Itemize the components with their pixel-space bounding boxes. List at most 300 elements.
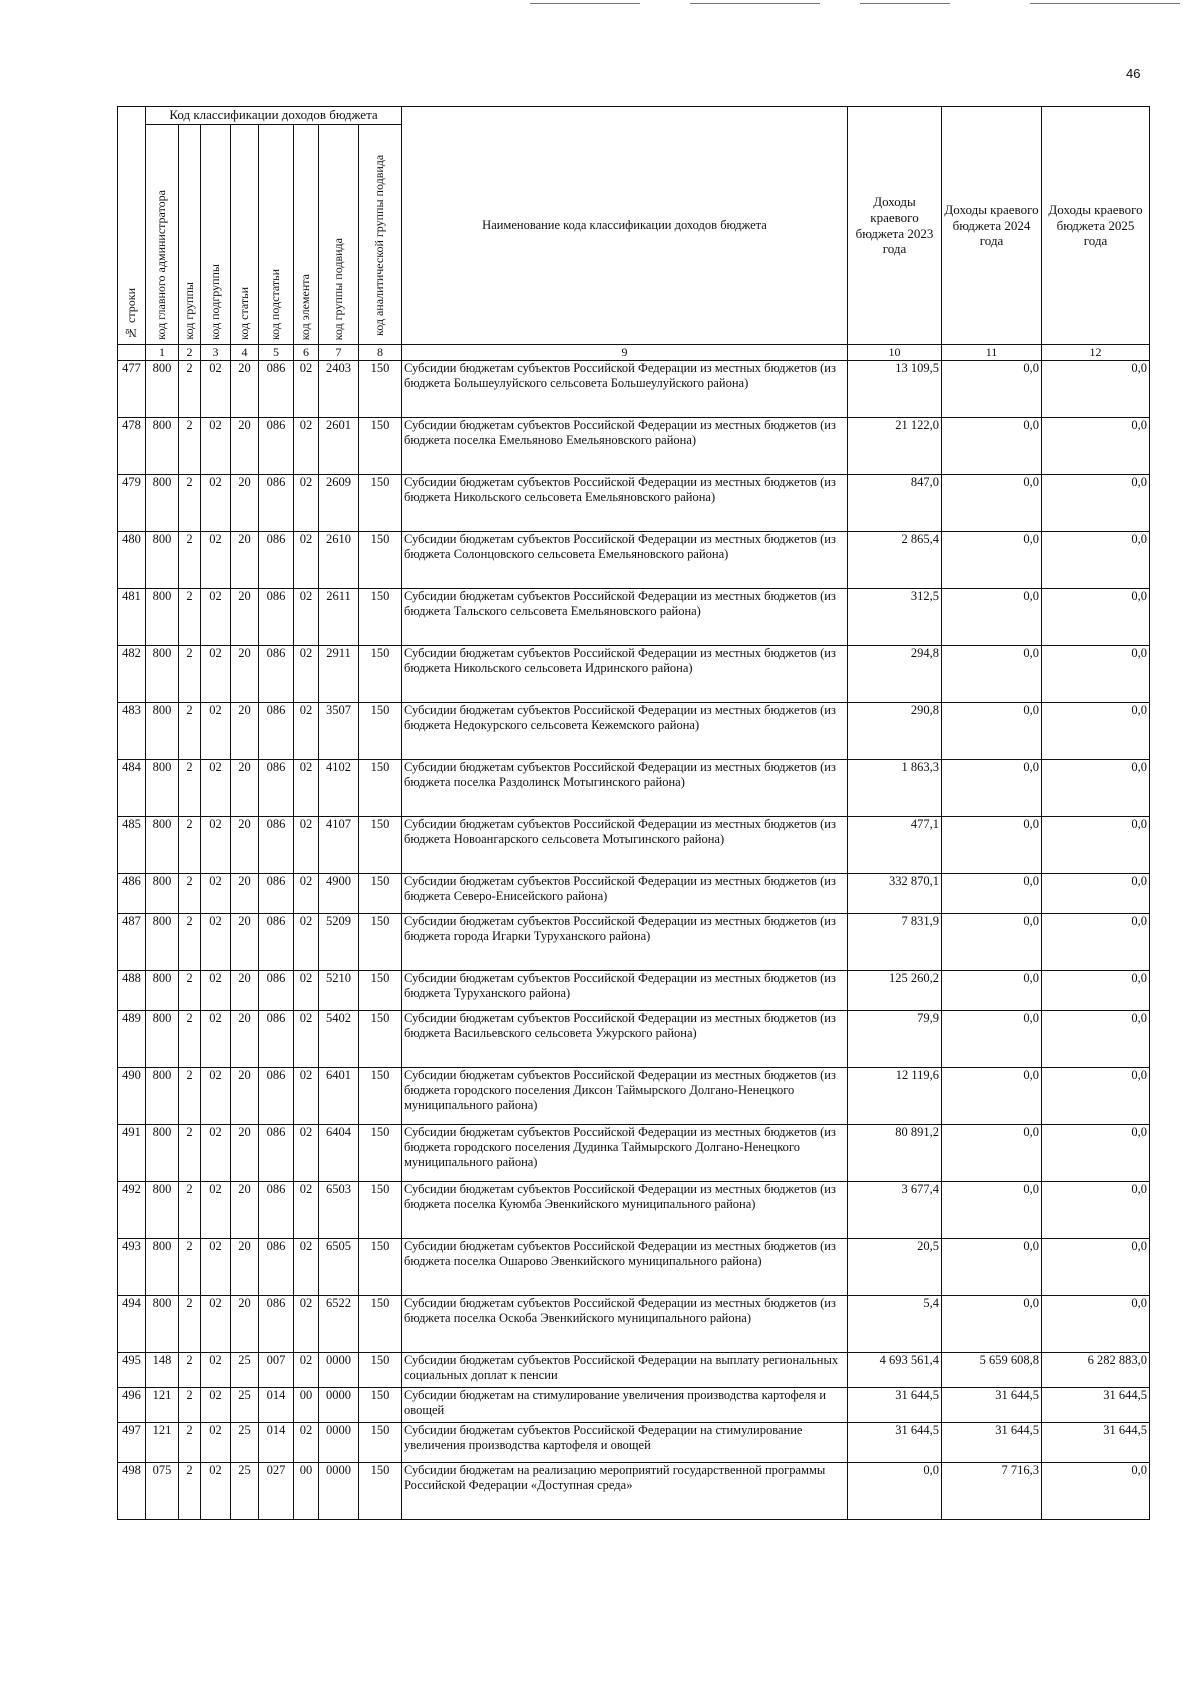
subarticle-code: 086 [259,759,294,816]
article-code: 20 [231,531,259,588]
header-name: Наименование кода классификации доходов бюджета [402,107,848,345]
article-code: 20 [231,588,259,645]
subgroup-code: 02 [201,913,231,970]
header-income-2024: Доходы краевого бюджета 2024 года [942,107,1042,345]
income-2024: 0,0 [942,1124,1042,1181]
header-row-number: № строки [118,107,146,345]
row-name: Субсидии бюджетам субъектов Российской Федерации из местных бюджетов (из бюджета Никольского сельсовета Емельяновского района) [402,474,848,531]
income-2023: 0,0 [848,1462,942,1519]
article-code: 20 [231,1067,259,1124]
article-code: 20 [231,417,259,474]
subarticle-code: 086 [259,970,294,1010]
row-number: 480 [118,531,146,588]
income-2025: 0,0 [1042,1462,1150,1519]
admin-code: 800 [146,1295,179,1352]
income-2025: 31 644,5 [1042,1387,1150,1422]
article-code: 25 [231,1352,259,1387]
column-number: 8 [359,345,402,361]
header-income-2025: Доходы краевого бюджета 2025 года [1042,107,1150,345]
article-code: 20 [231,645,259,702]
admin-code: 121 [146,1422,179,1462]
row-name: Субсидии бюджетам на реализацию мероприятий государственной программы Российской Федерации «Доступная среда» [402,1462,848,1519]
admin-code: 800 [146,702,179,759]
subarticle-code: 086 [259,588,294,645]
income-2024: 0,0 [942,531,1042,588]
column-number: 4 [231,345,259,361]
subtype-group-code: 3507 [319,702,359,759]
scan-artifact-line [690,3,820,4]
table-row [118,1181,1150,1238]
row-name: Субсидии бюджетам субъектов Российской Федерации из местных бюджетов (из бюджета Недокурского сельсовета Кежемского района) [402,702,848,759]
admin-code: 800 [146,531,179,588]
table-row [118,360,1150,417]
group-code: 2 [179,360,201,417]
subtype-group-code: 0000 [319,1462,359,1519]
analytic-code: 150 [359,645,402,702]
article-code: 20 [231,474,259,531]
income-2024: 31 644,5 [942,1422,1042,1462]
income-2023: 332 870,1 [848,873,942,913]
subgroup-code: 02 [201,1238,231,1295]
admin-code: 800 [146,645,179,702]
element-code: 02 [294,1422,319,1462]
income-2025: 0,0 [1042,1010,1150,1067]
element-code: 02 [294,360,319,417]
subgroup-code: 02 [201,531,231,588]
row-number: 495 [118,1352,146,1387]
subtype-group-code: 0000 [319,1352,359,1387]
income-2023: 21 122,0 [848,417,942,474]
admin-code: 148 [146,1352,179,1387]
income-2024: 0,0 [942,1295,1042,1352]
income-2024: 0,0 [942,702,1042,759]
element-code: 02 [294,1010,319,1067]
scan-artifact-line [860,3,950,4]
subgroup-code: 02 [201,816,231,873]
subarticle-code: 014 [259,1422,294,1462]
element-code: 00 [294,1462,319,1519]
subarticle-code: 086 [259,873,294,913]
income-2025: 0,0 [1042,474,1150,531]
scan-artifact-line [530,3,640,4]
article-code: 20 [231,1295,259,1352]
analytic-code: 150 [359,1010,402,1067]
subarticle-code: 007 [259,1352,294,1387]
income-2023: 20,5 [848,1238,942,1295]
element-code: 02 [294,913,319,970]
group-code: 2 [179,873,201,913]
subgroup-code: 02 [201,360,231,417]
subtype-group-code: 4102 [319,759,359,816]
income-2023: 1 863,3 [848,759,942,816]
row-name: Субсидии бюджетам субъектов Российской Федерации из местных бюджетов (из бюджета Тальского сельсовета Емельяновского района) [402,588,848,645]
row-number: 487 [118,913,146,970]
income-2025: 0,0 [1042,913,1150,970]
table-row [118,645,1150,702]
row-name: Субсидии бюджетам субъектов Российской Федерации из местных бюджетов (из бюджета поселка Оскоба Эвенкийского муниципального района) [402,1295,848,1352]
income-2023: 13 109,5 [848,360,942,417]
element-code: 02 [294,1124,319,1181]
admin-code: 800 [146,1010,179,1067]
analytic-code: 150 [359,1462,402,1519]
table-row [118,474,1150,531]
subgroup-code: 02 [201,1352,231,1387]
subgroup-code: 02 [201,1010,231,1067]
analytic-code: 150 [359,970,402,1010]
subtype-group-code: 6404 [319,1124,359,1181]
column-number: 3 [201,345,231,361]
group-code: 2 [179,1462,201,1519]
table-row [118,1238,1150,1295]
income-2024: 7 716,3 [942,1462,1042,1519]
income-2025: 0,0 [1042,970,1150,1010]
article-code: 20 [231,873,259,913]
subgroup-code: 02 [201,759,231,816]
table-row [118,1010,1150,1067]
row-name: Субсидии бюджетам субъектов Российской Федерации на выплату региональных социальных доплат к пенсии [402,1352,848,1387]
table-row [118,1462,1150,1519]
admin-code: 800 [146,1124,179,1181]
subgroup-code: 02 [201,588,231,645]
income-2024: 0,0 [942,816,1042,873]
group-code: 2 [179,1067,201,1124]
subgroup-code: 02 [201,1462,231,1519]
header-subarticle-code: код подстатьи [259,125,294,345]
income-2023: 2 865,4 [848,531,942,588]
row-name: Субсидии бюджетам субъектов Российской Федерации из местных бюджетов (из бюджета поселка Куюмба Эвенкийского муниципального района) [402,1181,848,1238]
row-number: 498 [118,1462,146,1519]
subarticle-code: 086 [259,1124,294,1181]
analytic-code: 150 [359,759,402,816]
subgroup-code: 02 [201,970,231,1010]
article-code: 25 [231,1422,259,1462]
subtype-group-code: 2611 [319,588,359,645]
income-2025: 0,0 [1042,531,1150,588]
income-2024: 0,0 [942,1238,1042,1295]
income-2024: 0,0 [942,360,1042,417]
row-number: 486 [118,873,146,913]
subgroup-code: 02 [201,873,231,913]
column-number: 6 [294,345,319,361]
article-code: 20 [231,759,259,816]
header-income-2023: Доходы краевого бюджета 2023 года [848,107,942,345]
analytic-code: 150 [359,702,402,759]
row-number: 496 [118,1387,146,1422]
admin-code: 800 [146,970,179,1010]
subtype-group-code: 2610 [319,531,359,588]
admin-code: 800 [146,759,179,816]
article-code: 20 [231,360,259,417]
article-code: 20 [231,913,259,970]
income-2023: 3 677,4 [848,1181,942,1238]
element-code: 02 [294,1238,319,1295]
group-code: 2 [179,913,201,970]
admin-code: 800 [146,1238,179,1295]
admin-code: 800 [146,588,179,645]
group-code: 2 [179,588,201,645]
income-2023: 80 891,2 [848,1124,942,1181]
row-number: 485 [118,816,146,873]
income-2023: 290,8 [848,702,942,759]
subgroup-code: 02 [201,702,231,759]
column-number: 1 [146,345,179,361]
table-row [118,531,1150,588]
group-code: 2 [179,417,201,474]
article-code: 20 [231,1124,259,1181]
scan-artifact-line [1030,3,1180,4]
admin-code: 121 [146,1387,179,1422]
header-analytic-group-code: код аналитической группы подвида [359,125,402,345]
row-number: 493 [118,1238,146,1295]
header-article-code: код статьи [231,125,259,345]
analytic-code: 150 [359,417,402,474]
subgroup-code: 02 [201,417,231,474]
admin-code: 800 [146,417,179,474]
income-2024: 0,0 [942,588,1042,645]
column-number: 2 [179,345,201,361]
row-name: Субсидии бюджетам субъектов Российской Федерации из местных бюджетов (из бюджета Большеулуйского сельсовета Большеулуйского района) [402,360,848,417]
subarticle-code: 086 [259,1295,294,1352]
subarticle-code: 086 [259,913,294,970]
income-2023: 12 119,6 [848,1067,942,1124]
subgroup-code: 02 [201,1181,231,1238]
subtype-group-code: 2601 [319,417,359,474]
table-row [118,417,1150,474]
column-number: 12 [1042,345,1150,361]
element-code: 02 [294,1181,319,1238]
subarticle-code: 086 [259,816,294,873]
table-row [118,1067,1150,1124]
element-code: 02 [294,531,319,588]
analytic-code: 150 [359,588,402,645]
row-name: Субсидии бюджетам субъектов Российской Федерации из местных бюджетов (из бюджета поселка Раздолинск Мотыгинского района) [402,759,848,816]
subarticle-code: 086 [259,474,294,531]
income-2023: 312,5 [848,588,942,645]
row-number: 483 [118,702,146,759]
analytic-code: 150 [359,1387,402,1422]
group-code: 2 [179,645,201,702]
row-number: 491 [118,1124,146,1181]
group-code: 2 [179,1387,201,1422]
analytic-code: 150 [359,474,402,531]
row-number: 494 [118,1295,146,1352]
subarticle-code: 086 [259,1181,294,1238]
row-name: Субсидии бюджетам субъектов Российской Федерации из местных бюджетов (из бюджета Солонцовского сельсовета Емельяновского района) [402,531,848,588]
admin-code: 800 [146,360,179,417]
group-code: 2 [179,531,201,588]
row-number: 492 [118,1181,146,1238]
analytic-code: 150 [359,1124,402,1181]
income-2025: 0,0 [1042,1238,1150,1295]
table-row [118,1352,1150,1387]
group-code: 2 [179,1422,201,1462]
subtype-group-code: 2403 [319,360,359,417]
row-name: Субсидии бюджетам субъектов Российской Федерации из местных бюджетов (из бюджета Новоангарского сельсовета Мотыгинского района) [402,816,848,873]
analytic-code: 150 [359,913,402,970]
row-number: 484 [118,759,146,816]
row-name: Субсидии бюджетам субъектов Российской Федерации из местных бюджетов (из бюджета Туруханского района) [402,970,848,1010]
admin-code: 800 [146,474,179,531]
element-code: 02 [294,645,319,702]
column-number: 5 [259,345,294,361]
subarticle-code: 086 [259,360,294,417]
income-2024: 0,0 [942,1181,1042,1238]
group-code: 2 [179,1124,201,1181]
income-2025: 0,0 [1042,1181,1150,1238]
subtype-group-code: 2609 [319,474,359,531]
element-code: 00 [294,1387,319,1422]
income-2025: 31 644,5 [1042,1422,1150,1462]
admin-code: 075 [146,1462,179,1519]
article-code: 20 [231,1181,259,1238]
group-code: 2 [179,1181,201,1238]
subtype-group-code: 6401 [319,1067,359,1124]
subtype-group-code: 6522 [319,1295,359,1352]
subgroup-code: 02 [201,1124,231,1181]
subtype-group-code: 5402 [319,1010,359,1067]
row-name: Субсидии бюджетам субъектов Российской Федерации из местных бюджетов (из бюджета поселка Емельяново Емельяновского района) [402,417,848,474]
table-row [118,1124,1150,1181]
subtype-group-code: 0000 [319,1422,359,1462]
group-code: 2 [179,702,201,759]
income-2023: 7 831,9 [848,913,942,970]
budget-revenue-table [117,106,1150,1520]
admin-code: 800 [146,1067,179,1124]
income-2023: 31 644,5 [848,1422,942,1462]
income-2024: 0,0 [942,759,1042,816]
row-name: Субсидии бюджетам на стимулирование увеличения производства картофеля и овощей [402,1387,848,1422]
element-code: 02 [294,1067,319,1124]
income-2024: 31 644,5 [942,1387,1042,1422]
income-2024: 0,0 [942,645,1042,702]
header-admin-code: код главного администратора [146,125,179,345]
column-number: 9 [402,345,848,361]
subarticle-code: 027 [259,1462,294,1519]
table-row [118,1387,1150,1422]
row-number: 481 [118,588,146,645]
article-code: 20 [231,702,259,759]
subtype-group-code: 2911 [319,645,359,702]
table-row [118,970,1150,1010]
income-2025: 6 282 883,0 [1042,1352,1150,1387]
row-number: 489 [118,1010,146,1067]
income-2024: 0,0 [942,1067,1042,1124]
analytic-code: 150 [359,1238,402,1295]
column-number-row [118,345,1150,361]
table-row [118,1422,1150,1462]
element-code: 02 [294,474,319,531]
analytic-code: 150 [359,1352,402,1387]
income-2025: 0,0 [1042,588,1150,645]
group-code: 2 [179,474,201,531]
group-code: 2 [179,1010,201,1067]
subarticle-code: 086 [259,645,294,702]
table-row [118,702,1150,759]
income-2024: 0,0 [942,1010,1042,1067]
income-2025: 0,0 [1042,360,1150,417]
subarticle-code: 086 [259,1010,294,1067]
element-code: 02 [294,816,319,873]
income-2025: 0,0 [1042,1124,1150,1181]
income-2023: 125 260,2 [848,970,942,1010]
income-2024: 0,0 [942,970,1042,1010]
income-2023: 847,0 [848,474,942,531]
analytic-code: 150 [359,1295,402,1352]
subgroup-code: 02 [201,474,231,531]
subtype-group-code: 6503 [319,1181,359,1238]
row-number: 478 [118,417,146,474]
subgroup-code: 02 [201,1422,231,1462]
subtype-group-code: 5210 [319,970,359,1010]
admin-code: 800 [146,913,179,970]
element-code: 02 [294,873,319,913]
table-row [118,816,1150,873]
article-code: 20 [231,1010,259,1067]
income-2025: 0,0 [1042,873,1150,913]
row-name: Субсидии бюджетам субъектов Российской Федерации на стимулирование увеличения производства картофеля и овощей [402,1422,848,1462]
subarticle-code: 014 [259,1387,294,1422]
income-2023: 477,1 [848,816,942,873]
subgroup-code: 02 [201,1067,231,1124]
row-name: Субсидии бюджетам субъектов Российской Федерации из местных бюджетов (из бюджета Никольского сельсовета Идринского района) [402,645,848,702]
row-name: Субсидии бюджетам субъектов Российской Федерации из местных бюджетов (из бюджета городского поселения Дудинка Таймырского Долгано-Ненецкого муниципального района) [402,1124,848,1181]
subtype-group-code: 4107 [319,816,359,873]
income-2025: 0,0 [1042,759,1150,816]
subarticle-code: 086 [259,1067,294,1124]
admin-code: 800 [146,816,179,873]
income-2024: 0,0 [942,873,1042,913]
page-number: 46 [1126,66,1141,81]
column-number-blank [118,345,146,361]
article-code: 20 [231,1238,259,1295]
subarticle-code: 086 [259,1238,294,1295]
analytic-code: 150 [359,531,402,588]
article-code: 20 [231,816,259,873]
header-group-code: код группы [179,125,201,345]
admin-code: 800 [146,1181,179,1238]
group-code: 2 [179,816,201,873]
analytic-code: 150 [359,816,402,873]
table-row [118,588,1150,645]
table-row [118,1295,1150,1352]
income-2025: 0,0 [1042,417,1150,474]
header-element-code: код элемента [294,125,319,345]
income-2025: 0,0 [1042,1067,1150,1124]
row-name: Субсидии бюджетам субъектов Российской Федерации из местных бюджетов (из бюджета поселка Ошарово Эвенкийского муниципального района) [402,1238,848,1295]
header-classification-group: Код классификации доходов бюджета [146,107,402,125]
subgroup-code: 02 [201,645,231,702]
analytic-code: 150 [359,1181,402,1238]
subtype-group-code: 6505 [319,1238,359,1295]
analytic-code: 150 [359,1422,402,1462]
row-number: 490 [118,1067,146,1124]
header-subgroup-code: код подгруппы [201,125,231,345]
subtype-group-code: 0000 [319,1387,359,1422]
income-2023: 31 644,5 [848,1387,942,1422]
article-code: 25 [231,1462,259,1519]
subarticle-code: 086 [259,417,294,474]
income-2023: 294,8 [848,645,942,702]
element-code: 02 [294,588,319,645]
subtype-group-code: 5209 [319,913,359,970]
element-code: 02 [294,417,319,474]
article-code: 20 [231,970,259,1010]
group-code: 2 [179,970,201,1010]
column-number: 11 [942,345,1042,361]
group-code: 2 [179,1352,201,1387]
group-code: 2 [179,1295,201,1352]
income-2024: 0,0 [942,913,1042,970]
